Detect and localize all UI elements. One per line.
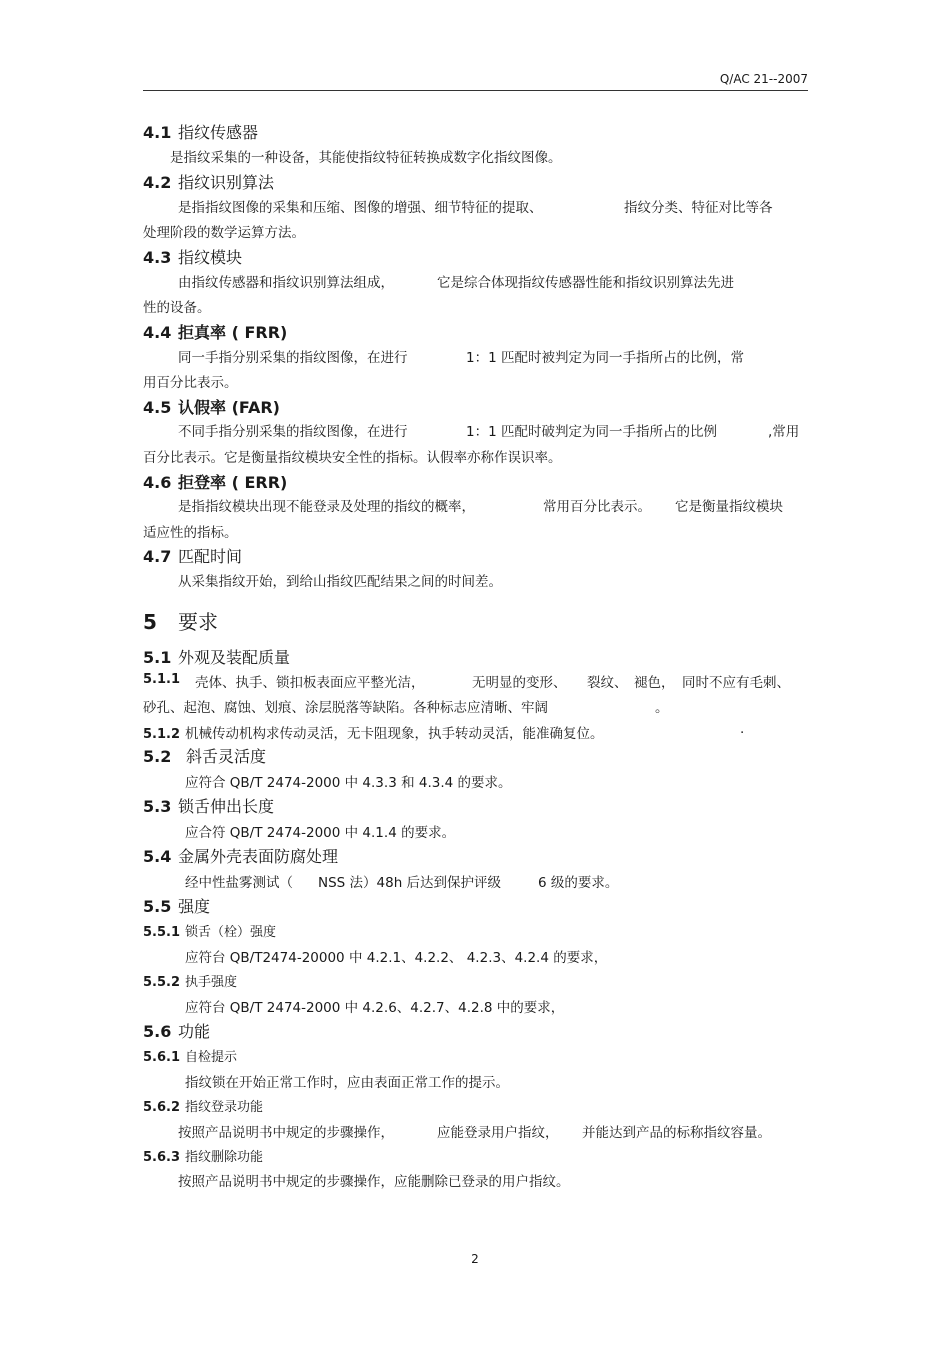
clause-5-6-2	[143, 1096, 263, 1115]
section-number: 5.4	[143, 847, 172, 866]
paragraph: 由指纹传感器和指纹识别算法组成，	[178, 275, 394, 291]
clause-number: 5.6.1	[143, 1050, 181, 1065]
heading-5-4	[143, 844, 338, 867]
section-title: 认假率 (FAR)	[178, 398, 280, 417]
clause-5-6-3	[143, 1146, 263, 1165]
section-title: 匹配时间	[178, 547, 243, 566]
paragraph-fragment: 它是衡量指纹模块	[675, 499, 783, 515]
section-number: 4.7	[143, 547, 172, 566]
section-title: 要求	[178, 610, 218, 634]
section-number: 5.6	[143, 1022, 172, 1041]
clause-number: 5.5.1	[143, 925, 181, 940]
section-number: 4.6	[143, 473, 172, 492]
paragraph-fragment: 应能登录用户指纹，	[437, 1125, 559, 1141]
clause-5-5-2	[143, 971, 237, 990]
heading-4-6	[143, 470, 287, 493]
document-code: Q/AC 21--2007	[719, 72, 808, 86]
section-number: 5	[143, 610, 157, 634]
section-title: 外观及装配质量	[178, 648, 291, 667]
clause-number: 5.1.2	[143, 727, 181, 742]
section-number: 5.5	[143, 897, 172, 916]
section-title: 指纹识别算法	[178, 173, 275, 192]
paragraph-fragment: 1：1 匹配时破判定为同一手指所占的比例	[466, 424, 717, 440]
paragraph-fragment: 6 级的要求。	[538, 875, 619, 891]
section-title: 拒真率 ( FRR)	[178, 323, 288, 342]
paragraph: 不同手指分别采集的指纹图像，在进行	[178, 424, 408, 440]
paragraph: 同一手指分别采集的指纹图像，在进行	[178, 350, 408, 366]
heading-4-7	[143, 544, 242, 567]
paragraph: 壳体、执手、锁扣板表面应平整光洁，	[195, 675, 425, 691]
heading-4-2	[143, 170, 274, 193]
heading-5-2	[143, 744, 266, 767]
clause-title: 锁舌（栓）强度	[185, 925, 277, 940]
section-title: 斜舌灵活度	[186, 747, 267, 766]
paragraph-fragment: 它是综合体现指纹传感器性能和指纹识别算法先进	[437, 275, 734, 291]
paragraph-fragment: 常用百分比表示。	[543, 499, 651, 515]
section-number: 4.5	[143, 398, 172, 417]
paragraph: 按照产品说明书中规定的步骤操作，应能删除已登录的用户指纹。	[178, 1174, 570, 1190]
section-title: 金属外壳表面防腐处理	[178, 847, 339, 866]
paragraph-fragment: ,常用	[768, 424, 800, 440]
section-number: 5.3	[143, 797, 172, 816]
clause-5-1-2	[143, 722, 604, 742]
paragraph: 是指指纹图像的采集和压缩、图像的增强、细节特征的提取、	[178, 200, 543, 216]
section-number: 5.2	[143, 747, 172, 766]
paragraph: 性的设备。	[143, 300, 211, 316]
paragraph: 机械传动机构求传动灵活，无卡阻现象，执手转动灵活，能准确复位。	[185, 726, 604, 742]
heading-4-5	[143, 395, 280, 418]
paragraph-fragment: .	[740, 721, 745, 737]
heading-5	[143, 606, 218, 635]
clause-5-6-1	[143, 1046, 237, 1065]
heading-5-1	[143, 645, 290, 668]
paragraph: 指纹锁在开始正常工作时，应由表面正常工作的提示。	[185, 1075, 509, 1091]
heading-4-1	[143, 120, 258, 143]
paragraph: 经中性盐雾测试（	[185, 875, 293, 891]
clause-5-1-1	[143, 672, 185, 687]
section-number: 5.1	[143, 648, 172, 667]
clause-title: 自检提示	[185, 1050, 238, 1065]
paragraph: 是指纹采集的一种设备，其能使指纹特征转换成数字化指纹图像。	[170, 150, 562, 166]
clause-title: 指纹删除功能	[185, 1150, 264, 1165]
paragraph-fragment: 。	[655, 700, 669, 716]
paragraph-fragment: 1：1 匹配时被判定为同一手指所占的比例，常	[466, 350, 744, 366]
paragraph: 处理阶段的数学运算方法。	[143, 225, 305, 241]
paragraph-fragment: NSS 法）48h 后达到保护评级	[318, 875, 502, 891]
clause-title: 指纹登录功能	[185, 1100, 264, 1115]
paragraph-fragment: 并能达到产品的标称指纹容量。	[582, 1125, 771, 1141]
paragraph: 从采集指纹开始，到给山指纹匹配结果之间的时间差。	[178, 574, 502, 590]
paragraph-fragment: 指纹分类、特征对比等各	[624, 200, 773, 216]
clause-title: 执手强度	[185, 975, 238, 990]
heading-4-4	[143, 320, 287, 343]
section-title: 锁舌伸出长度	[178, 797, 275, 816]
paragraph: 应符台 QB/T2474-20000 中 4.2.1、4.2.2、 4.2.3、4.2.4 的要求，	[185, 950, 608, 966]
clause-number: 5.1.1	[143, 672, 181, 687]
clause-number: 5.6.2	[143, 1100, 181, 1115]
paragraph: 百分比表示。它是衡量指纹模块安全性的指标。认假率亦称作误识率。	[143, 450, 562, 466]
paragraph: 应合符 QB/T 2474-2000 中 4.1.4 的要求。	[185, 825, 456, 841]
paragraph-fragment: 同时不应有毛刺、	[682, 675, 790, 691]
section-title: 指纹模块	[178, 248, 243, 267]
section-number: 4.3	[143, 248, 172, 267]
paragraph: 应符台 QB/T 2474-2000 中 4.2.6、4.2.7、4.2.8 中的要求，	[185, 1000, 565, 1016]
section-title: 拒登率 ( ERR)	[178, 473, 288, 492]
clause-5-5-1	[143, 921, 276, 940]
heading-5-3	[143, 794, 274, 817]
paragraph: 适应性的指标。	[143, 525, 238, 541]
paragraph: 按照产品说明书中规定的步骤操作，	[178, 1125, 394, 1141]
paragraph: 砂孔、起泡、腐蚀、划痕、涂层脱落等缺陷。各种标志应清晰、牢阔	[143, 700, 548, 716]
page-number: 2	[471, 1252, 479, 1266]
paragraph-fragment: 裂纹、	[587, 675, 628, 691]
paragraph: 应符合 QB/T 2474-2000 中 4.3.3 和 4.3.4 的要求。	[185, 775, 512, 791]
section-title: 强度	[178, 897, 211, 916]
heading-5-5	[143, 894, 210, 917]
clause-number: 5.6.3	[143, 1150, 181, 1165]
section-number: 4.2	[143, 173, 172, 192]
heading-4-3	[143, 245, 242, 268]
section-title: 指纹传感器	[178, 123, 259, 142]
paragraph-fragment: 无明显的变形、	[472, 675, 567, 691]
section-number: 4.1	[143, 123, 172, 142]
paragraph: 是指指纹模块出现不能登录及处理的指纹的概率，	[178, 499, 475, 515]
paragraph: 用百分比表示。	[143, 375, 238, 391]
page-header	[143, 72, 808, 91]
heading-5-6	[143, 1019, 210, 1042]
section-number: 4.4	[143, 323, 172, 342]
paragraph-fragment: 褪色，	[634, 675, 675, 691]
section-title: 功能	[178, 1022, 211, 1041]
clause-number: 5.5.2	[143, 975, 181, 990]
